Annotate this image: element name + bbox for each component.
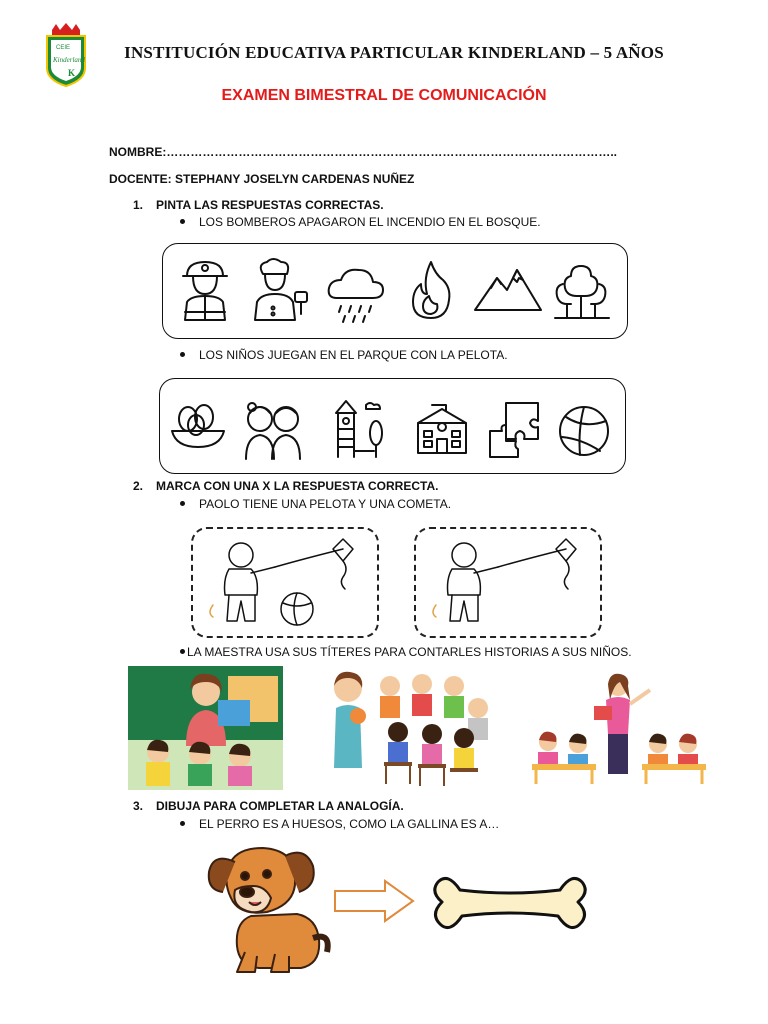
- bullet: [180, 501, 185, 506]
- image-option-teacher-puppet-class[interactable]: [328, 668, 496, 792]
- boy-head-icon: [229, 543, 253, 567]
- dog-image: [205, 842, 333, 977]
- fire-icon[interactable]: [413, 262, 449, 318]
- q1-sentence-1-text: LOS BOMBEROS APAGARON EL INCENDIO EN EL BOSQUE.: [199, 215, 541, 229]
- firefighter-icon[interactable]: [183, 262, 227, 320]
- kite-option-without-ball[interactable]: [414, 527, 602, 638]
- eggs-basket-icon[interactable]: [172, 405, 224, 447]
- ball-icon: [281, 593, 313, 625]
- arrow-icon: [333, 879, 415, 923]
- q1-sentence-2: [180, 348, 508, 362]
- kite-option-with-ball[interactable]: [191, 527, 379, 638]
- school-icon[interactable]: [418, 405, 466, 453]
- q1-number: 1.: [133, 198, 144, 212]
- q3-title: DIBUJA PARA COMPLETAR LA ANALOGÍA.: [156, 799, 404, 813]
- exam-title: EXAMEN BIMESTRAL DE COMUNICACIÓN: [221, 87, 547, 104]
- q2-title: MARCA CON UNA X LA RESPUESTA CORRECTA.: [156, 479, 439, 493]
- q1-sentence-2-text: LOS NIÑOS JUEGAN EN EL PARQUE CON LA PELOTA.: [199, 348, 508, 362]
- bullet: [180, 219, 185, 224]
- kite-string: [275, 549, 343, 567]
- q3-sentence-text: EL PERRO ES A HUESOS, COMO LA GALLINA ES A…: [199, 817, 500, 831]
- mountain-icon[interactable]: [475, 270, 541, 310]
- bullet: [180, 821, 185, 826]
- q3-number: 3.: [133, 799, 144, 813]
- q2-sentence-1-text: PAOLO TIENE UNA PELOTA Y UNA COMETA.: [199, 497, 452, 511]
- ball-icon[interactable]: [560, 407, 608, 455]
- logo-top-text: CEIE: [56, 45, 71, 51]
- logo-script-text: Kinderland: [53, 56, 85, 64]
- teacher-label: DOCENTE: STEPHANY JOSELYN CARDENAS NUÑEZ: [109, 172, 415, 186]
- q3-sentence: [180, 817, 499, 831]
- playground-icon[interactable]: [336, 401, 382, 457]
- name-field-label: NOMBRE:…………………………………………………………………………………………………..: [109, 145, 617, 159]
- image-option-teacher-reading[interactable]: [128, 666, 283, 790]
- image-option-teacher-class[interactable]: [526, 670, 716, 790]
- q2-sentence-2: [180, 645, 632, 659]
- rain-cloud-icon[interactable]: [329, 270, 383, 322]
- q2-sentence-2-text: LA MAESTRA USA SUS TÍTERES PARA CONTARLES HISTORIAS A SUS NIÑOS.: [187, 645, 632, 659]
- q1-sentence-1: [180, 215, 541, 229]
- q2-number: 2.: [133, 479, 144, 493]
- q1-icon-strip-1: [162, 243, 628, 339]
- chef-icon[interactable]: [255, 259, 307, 320]
- forest-icon[interactable]: [555, 266, 609, 318]
- bullet: [180, 649, 185, 654]
- bone-icon: [432, 870, 589, 936]
- school-title: INSTITUCIÓN EDUCATIVA PARTICULAR KINDERLAND – 5 AÑOS: [124, 43, 664, 62]
- bullet: [180, 352, 185, 357]
- q2-sentence-1: [180, 497, 451, 511]
- puzzle-icon[interactable]: [490, 403, 538, 457]
- q1-icon-strip-2: [159, 378, 626, 474]
- q1-title: PINTA LAS RESPUESTAS CORRECTAS.: [156, 198, 384, 212]
- logo-letter: K: [68, 68, 76, 78]
- children-icon[interactable]: [246, 403, 300, 459]
